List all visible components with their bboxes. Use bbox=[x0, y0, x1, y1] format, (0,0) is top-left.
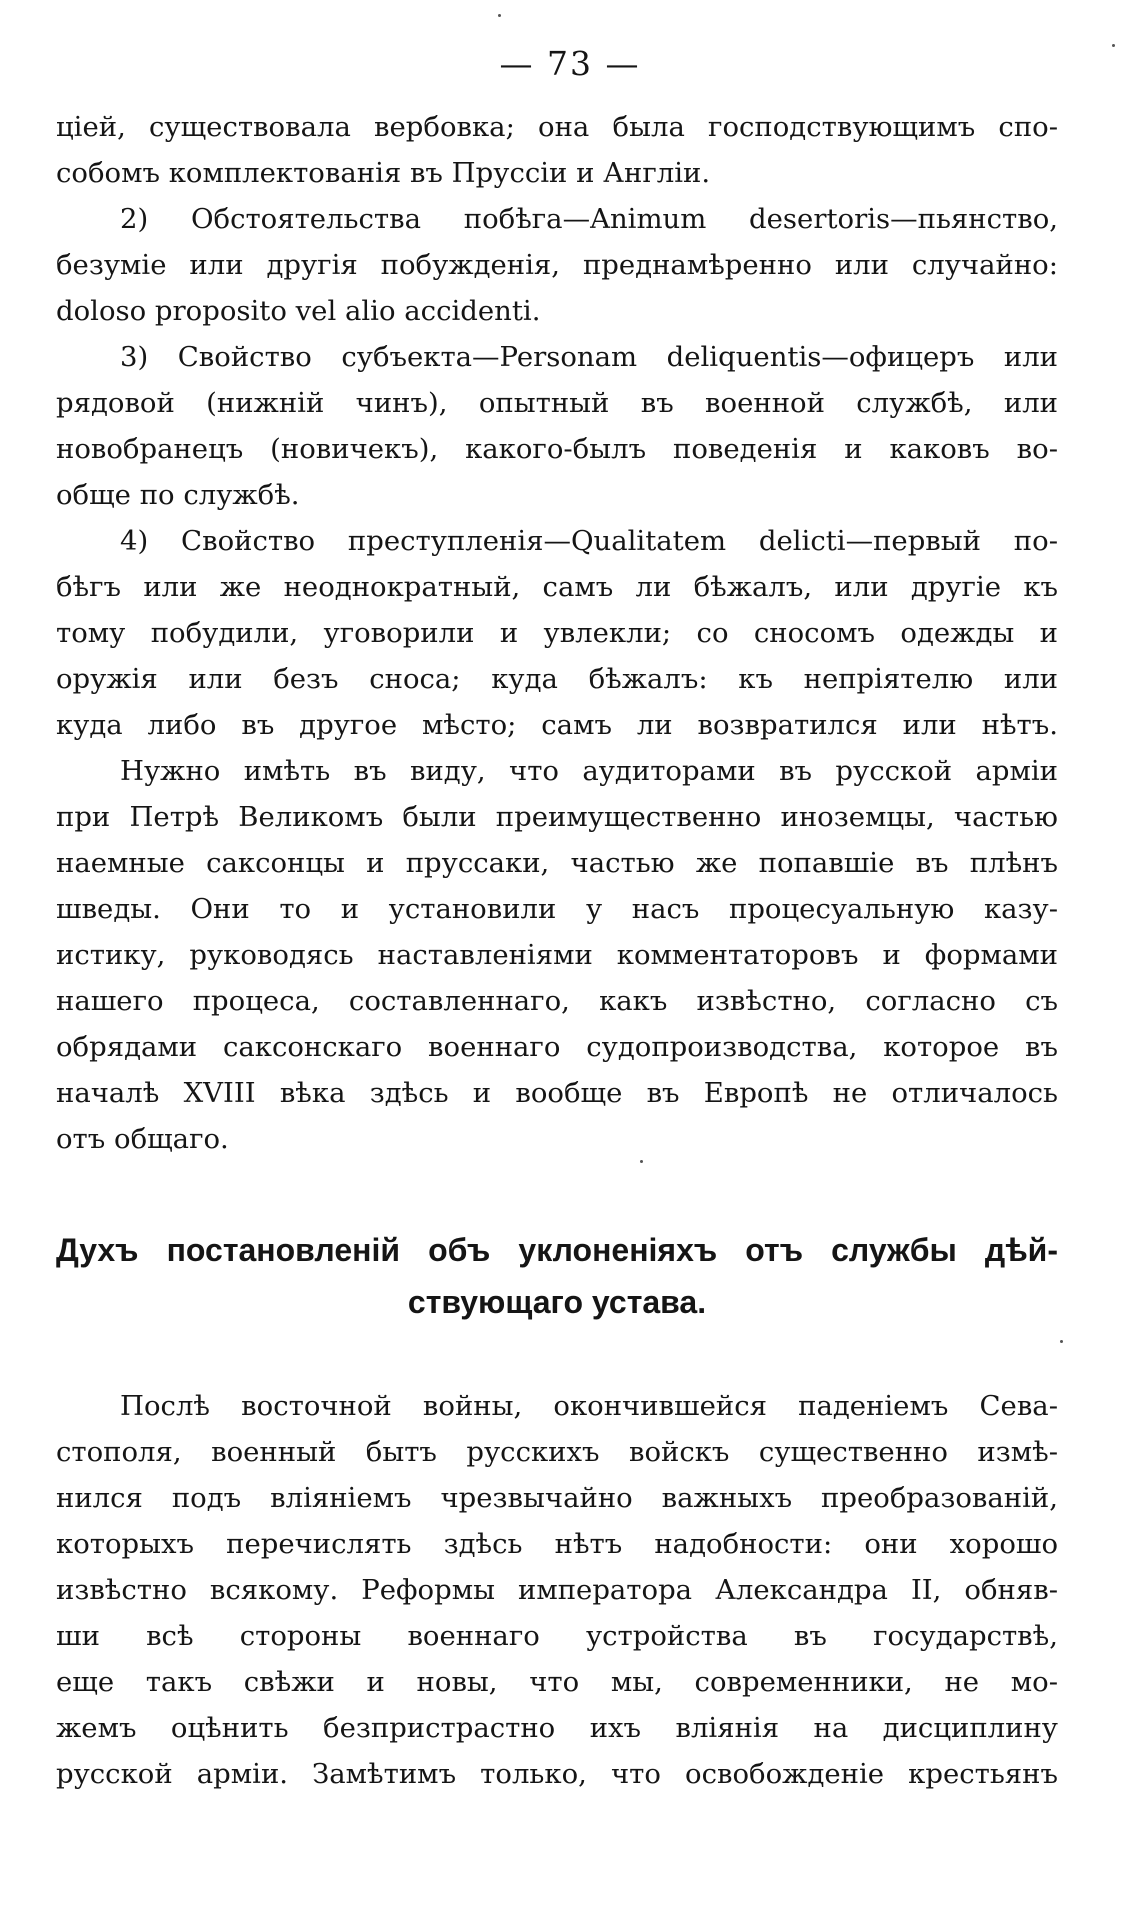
text-line: собомъ комплектованія въ Пруссіи и Англіи. bbox=[56, 157, 711, 189]
text-line: началѣ XVIII вѣка здѣсь и вообще въ Европѣ не отличалось bbox=[56, 1077, 1058, 1109]
section-heading bbox=[56, 1224, 1058, 1328]
section-heading-line-2: ствующаго устава. bbox=[407, 1284, 707, 1320]
text-line: истику, руководясь наставленіями комментаторовъ и формами bbox=[56, 939, 1058, 971]
print-speck bbox=[1060, 1340, 1063, 1343]
text-line: новобранецъ (новичекъ), какого-былъ поведенія и каковъ во- bbox=[56, 433, 1058, 465]
text-line: ціей, существовала вербовка; она была господствующимъ спо- bbox=[56, 111, 1058, 143]
text-line: 3) Свойство субъекта—Personam deliquentis—офицеръ или bbox=[120, 341, 1058, 373]
print-speck bbox=[498, 14, 501, 17]
text-line: наемные саксонцы и пруссаки, частью же попавшіе въ плѣнъ bbox=[56, 847, 1058, 879]
section-heading-line-1: Духъ постановленій объ уклоненіяхъ отъ службы дѣй- bbox=[56, 1232, 1058, 1268]
text-line: оружія или безъ сноса; куда бѣжалъ: къ непріятелю или bbox=[56, 663, 1058, 695]
text-line: русской арміи. Замѣтимъ только, что освобожденіе крестьянъ bbox=[56, 1758, 1058, 1790]
text-line: при Петрѣ Великомъ были преимущественно иноземцы, частью bbox=[56, 801, 1058, 833]
text-line: еще такъ свѣжи и новы, что мы, современники, не мо- bbox=[56, 1666, 1058, 1698]
text-line: Нужно имѣть въ виду, что аудиторами въ русской арміи bbox=[120, 755, 1058, 787]
text-line: шведы. Они то и установили у насъ процесуальную казу- bbox=[56, 893, 1058, 925]
text-line: которыхъ перечислять здѣсь нѣтъ надобности: они хорошо bbox=[56, 1528, 1058, 1560]
text-line: ши всѣ стороны военнаго устройства въ государствѣ, bbox=[56, 1620, 1058, 1652]
text-line: нашего процеса, составленнаго, какъ извѣстно, согласно съ bbox=[56, 985, 1058, 1017]
print-speck bbox=[640, 1160, 643, 1163]
text-line: жемъ оцѣнить безпристрастно ихъ вліянія на дисциплину bbox=[56, 1712, 1058, 1744]
page-number: — 73 — bbox=[499, 44, 641, 83]
text-line: безуміе или другія побужденія, преднамѣренно или случайно: bbox=[56, 249, 1058, 281]
text-line: нился подъ вліяніемъ чрезвычайно важныхъ преобразованій, bbox=[56, 1482, 1058, 1514]
body-text-top bbox=[56, 104, 1058, 1162]
text-line: куда либо въ другое мѣсто; самъ ли возвратился или нѣтъ. bbox=[56, 709, 1058, 741]
text-line: обрядами саксонскаго военнаго судопроизводства, которое въ bbox=[56, 1031, 1058, 1063]
text-line: Послѣ восточной войны, окончившейся паденіемъ Сева- bbox=[120, 1390, 1058, 1422]
text-line: обще по службѣ. bbox=[56, 479, 300, 511]
text-line: извѣстно всякому. Реформы императора Александра II, обняв- bbox=[56, 1574, 1058, 1606]
text-line: бѣгъ или же неоднократный, самъ ли бѣжалъ, или другіе къ bbox=[56, 571, 1058, 603]
text-line: стополя, военный бытъ русскихъ войскъ существенно измѣ- bbox=[56, 1436, 1058, 1468]
text-line: тому побудили, уговорили и увлекли; со сносомъ одежды и bbox=[56, 617, 1058, 649]
text-line: отъ общаго. bbox=[56, 1123, 229, 1155]
text-line: 4) Свойство преступленія—Qualitatem delicti—первый по- bbox=[120, 525, 1058, 557]
body-text-bottom bbox=[56, 1383, 1058, 1797]
print-speck bbox=[1112, 44, 1115, 47]
text-line: рядовой (нижній чинъ), опытный въ военной службѣ, или bbox=[56, 387, 1058, 419]
text-line: 2) Обстоятельства побѣга—Animum desertoris—пьянство, bbox=[120, 203, 1058, 235]
text-line: doloso proposito vel alio accidenti. bbox=[56, 295, 541, 327]
